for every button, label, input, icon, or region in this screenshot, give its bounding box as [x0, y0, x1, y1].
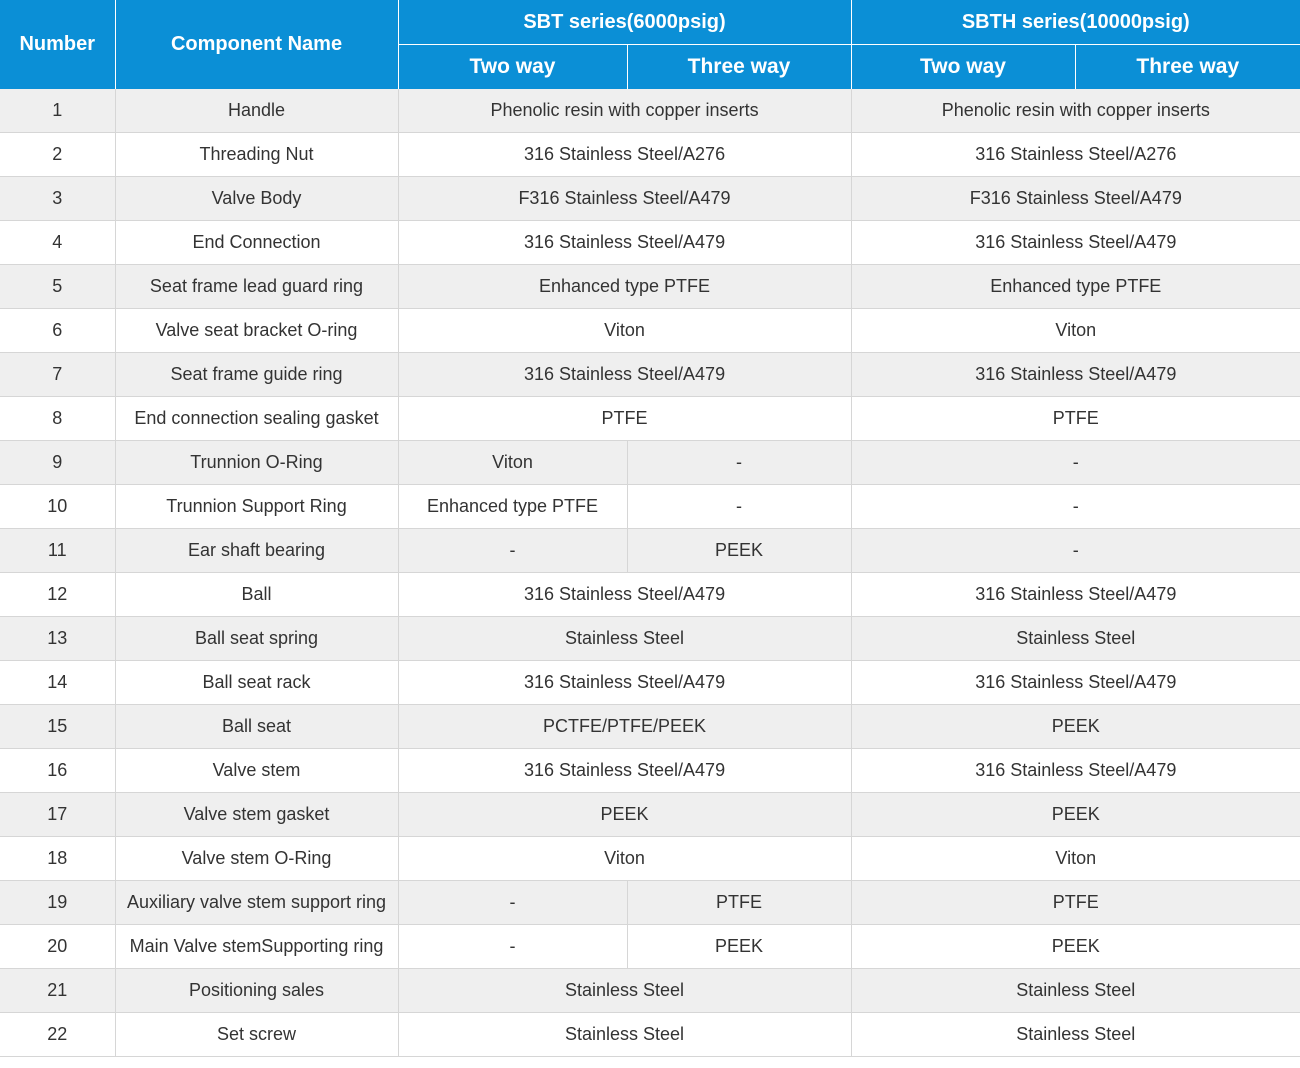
- header-sbth-two-way: Two way: [851, 45, 1075, 90]
- table-row: [0, 793, 1300, 837]
- cell-number: 10: [0, 485, 115, 529]
- table-row: [0, 969, 1300, 1013]
- cell-sbt-two-way: -: [398, 925, 627, 969]
- cell-sbt-two-way: -: [398, 529, 627, 573]
- cell-number: 15: [0, 705, 115, 749]
- cell-number: 21: [0, 969, 115, 1013]
- cell-sbt-three-way: PTFE: [627, 881, 851, 925]
- table-row: [0, 309, 1300, 353]
- cell-number: 14: [0, 661, 115, 705]
- table-row: [0, 441, 1300, 485]
- cell-sbt-material: Stainless Steel: [398, 1013, 851, 1057]
- table-row: [0, 573, 1300, 617]
- cell-number: 9: [0, 441, 115, 485]
- cell-component-name: Positioning sales: [115, 969, 398, 1013]
- cell-sbth-material: 316 Stainless Steel/A479: [851, 749, 1300, 793]
- cell-sbt-three-way: PEEK: [627, 925, 851, 969]
- cell-component-name: Ball seat: [115, 705, 398, 749]
- header-sbt-three-way: Three way: [627, 45, 851, 90]
- table-row: [0, 529, 1300, 573]
- cell-number: 11: [0, 529, 115, 573]
- cell-sbth-material: Stainless Steel: [851, 969, 1300, 1013]
- cell-number: 22: [0, 1013, 115, 1057]
- cell-sbth-material: PTFE: [851, 397, 1300, 441]
- table-row: [0, 705, 1300, 749]
- cell-sbt-material: PEEK: [398, 793, 851, 837]
- table-row: [0, 1013, 1300, 1057]
- table-row: [0, 353, 1300, 397]
- cell-number: 8: [0, 397, 115, 441]
- cell-sbt-material: Stainless Steel: [398, 969, 851, 1013]
- cell-sbt-material: 316 Stainless Steel/A276: [398, 133, 851, 177]
- cell-sbth-material: Phenolic resin with copper inserts: [851, 89, 1300, 133]
- cell-sbth-material: Viton: [851, 837, 1300, 881]
- cell-sbt-three-way: PEEK: [627, 529, 851, 573]
- cell-component-name: Set screw: [115, 1013, 398, 1057]
- cell-component-name: Seat frame lead guard ring: [115, 265, 398, 309]
- header-sbth-three-way: Three way: [1075, 45, 1300, 90]
- cell-sbth-material: 316 Stainless Steel/A479: [851, 221, 1300, 265]
- cell-sbth-material: Stainless Steel: [851, 617, 1300, 661]
- cell-component-name: Ball seat rack: [115, 661, 398, 705]
- cell-component-name: Auxiliary valve stem support ring: [115, 881, 398, 925]
- cell-component-name: Ear shaft bearing: [115, 529, 398, 573]
- header-sbt-series: SBT series(6000psig): [398, 0, 851, 45]
- cell-sbt-material: Viton: [398, 837, 851, 881]
- cell-component-name: Main Valve stemSupporting ring: [115, 925, 398, 969]
- cell-sbth-material: 316 Stainless Steel/A479: [851, 573, 1300, 617]
- table-row: [0, 837, 1300, 881]
- cell-component-name: Trunnion Support Ring: [115, 485, 398, 529]
- cell-sbt-material: Stainless Steel: [398, 617, 851, 661]
- header-component-name: Component Name: [115, 0, 398, 89]
- cell-sbth-material: Enhanced type PTFE: [851, 265, 1300, 309]
- cell-number: 17: [0, 793, 115, 837]
- cell-sbt-two-way: -: [398, 881, 627, 925]
- table-row: [0, 881, 1300, 925]
- cell-sbt-material: PTFE: [398, 397, 851, 441]
- cell-component-name: Valve stem O-Ring: [115, 837, 398, 881]
- cell-number: 3: [0, 177, 115, 221]
- cell-component-name: Ball: [115, 573, 398, 617]
- cell-sbt-material: 316 Stainless Steel/A479: [398, 573, 851, 617]
- cell-number: 19: [0, 881, 115, 925]
- cell-sbt-two-way: Viton: [398, 441, 627, 485]
- table-row: [0, 485, 1300, 529]
- table-row: [0, 925, 1300, 969]
- table-row: [0, 265, 1300, 309]
- table-row: [0, 89, 1300, 133]
- cell-component-name: Valve stem gasket: [115, 793, 398, 837]
- cell-sbth-material: 316 Stainless Steel/A276: [851, 133, 1300, 177]
- cell-sbth-material: PEEK: [851, 925, 1300, 969]
- table-body: [0, 89, 1300, 1057]
- cell-component-name: Valve stem: [115, 749, 398, 793]
- cell-sbth-material: Viton: [851, 309, 1300, 353]
- cell-sbth-material: PEEK: [851, 705, 1300, 749]
- cell-sbt-material: 316 Stainless Steel/A479: [398, 749, 851, 793]
- cell-sbth-material: F316 Stainless Steel/A479: [851, 177, 1300, 221]
- table-row: [0, 397, 1300, 441]
- cell-sbt-three-way: -: [627, 485, 851, 529]
- cell-sbth-material: -: [851, 441, 1300, 485]
- cell-sbt-three-way: -: [627, 441, 851, 485]
- cell-number: 12: [0, 573, 115, 617]
- cell-number: 20: [0, 925, 115, 969]
- cell-component-name: Seat frame guide ring: [115, 353, 398, 397]
- cell-sbth-material: Stainless Steel: [851, 1013, 1300, 1057]
- table-row: [0, 221, 1300, 265]
- cell-component-name: Trunnion O-Ring: [115, 441, 398, 485]
- cell-sbt-material: Phenolic resin with copper inserts: [398, 89, 851, 133]
- cell-number: 4: [0, 221, 115, 265]
- cell-number: 7: [0, 353, 115, 397]
- header-sbt-two-way: Two way: [398, 45, 627, 90]
- cell-sbth-material: -: [851, 485, 1300, 529]
- cell-component-name: Ball seat spring: [115, 617, 398, 661]
- cell-sbt-material: 316 Stainless Steel/A479: [398, 353, 851, 397]
- cell-sbt-material: 316 Stainless Steel/A479: [398, 661, 851, 705]
- cell-number: 6: [0, 309, 115, 353]
- header-sbth-series: SBTH series(10000psig): [851, 0, 1300, 45]
- header-number: Number: [0, 0, 115, 89]
- cell-sbt-material: 316 Stainless Steel/A479: [398, 221, 851, 265]
- cell-sbth-material: -: [851, 529, 1300, 573]
- cell-component-name: End connection sealing gasket: [115, 397, 398, 441]
- cell-sbth-material: PTFE: [851, 881, 1300, 925]
- cell-component-name: Valve seat bracket O-ring: [115, 309, 398, 353]
- table-row: [0, 133, 1300, 177]
- cell-sbt-material: PCTFE/PTFE/PEEK: [398, 705, 851, 749]
- cell-component-name: Handle: [115, 89, 398, 133]
- cell-number: 18: [0, 837, 115, 881]
- table-row: [0, 749, 1300, 793]
- cell-sbt-material: F316 Stainless Steel/A479: [398, 177, 851, 221]
- cell-sbth-material: 316 Stainless Steel/A479: [851, 353, 1300, 397]
- table-header: [0, 0, 1300, 89]
- cell-component-name: End Connection: [115, 221, 398, 265]
- cell-sbt-two-way: Enhanced type PTFE: [398, 485, 627, 529]
- cell-number: 5: [0, 265, 115, 309]
- cell-component-name: Threading Nut: [115, 133, 398, 177]
- cell-sbt-material: Viton: [398, 309, 851, 353]
- cell-sbth-material: 316 Stainless Steel/A479: [851, 661, 1300, 705]
- table-row: [0, 617, 1300, 661]
- table-row: [0, 177, 1300, 221]
- cell-component-name: Valve Body: [115, 177, 398, 221]
- table-row: [0, 661, 1300, 705]
- cell-sbth-material: PEEK: [851, 793, 1300, 837]
- cell-number: 1: [0, 89, 115, 133]
- cell-sbt-material: Enhanced type PTFE: [398, 265, 851, 309]
- cell-number: 13: [0, 617, 115, 661]
- cell-number: 2: [0, 133, 115, 177]
- cell-number: 16: [0, 749, 115, 793]
